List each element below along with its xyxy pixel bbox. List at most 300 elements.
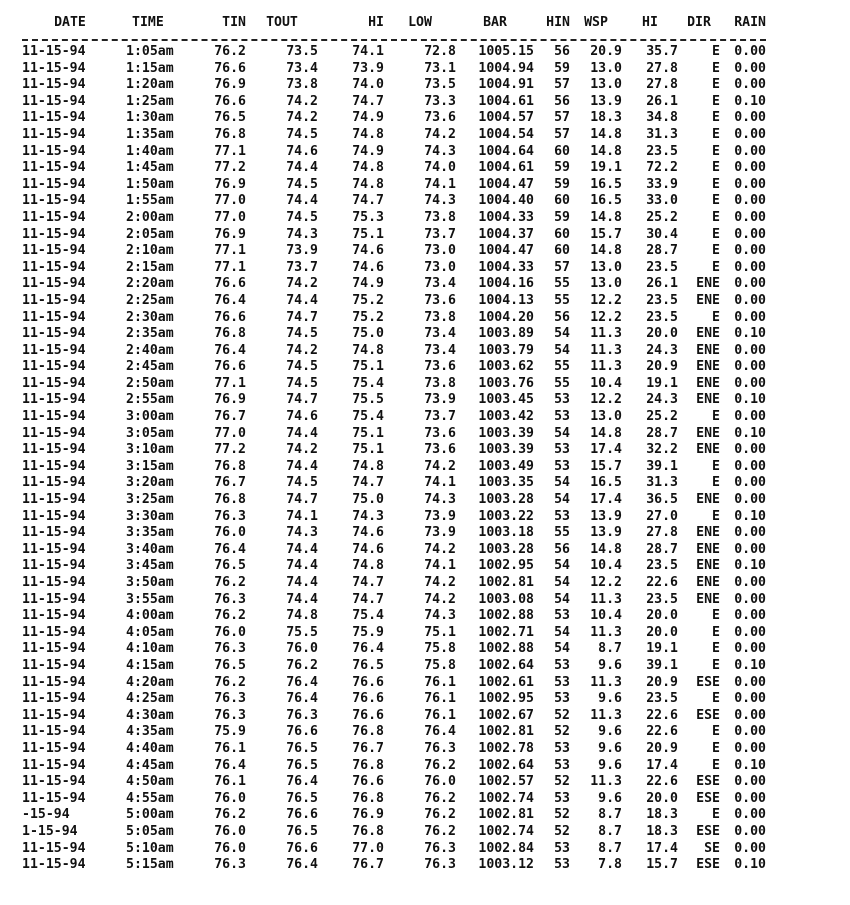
tin-cell: 76.8 (214, 126, 246, 142)
tin-cell: 76.7 (214, 409, 246, 425)
bar-cell: 1004.47 (478, 176, 534, 192)
time-cell: 5:05am (126, 823, 174, 839)
wind-hi-cell: 25.2 (646, 409, 678, 425)
low-cell: 73.6 (424, 359, 456, 375)
tin-cell: 76.0 (214, 823, 246, 839)
tout-cell: 74.5 (286, 375, 318, 391)
low-cell: 76.3 (424, 857, 456, 873)
wsp-cell: 13.0 (590, 409, 622, 425)
low-cell: 74.3 (424, 492, 456, 508)
date-cell: 11-15-94 (22, 740, 86, 756)
hi-cell: 74.3 (352, 508, 384, 524)
time-cell: 4:05am (126, 624, 174, 640)
bar-cell: 1002.71 (478, 624, 534, 640)
hi-cell: 73.9 (352, 60, 384, 76)
table-row (22, 227, 766, 244)
tin-cell: 76.4 (214, 292, 246, 308)
low-cell: 73.1 (424, 60, 456, 76)
low-cell: 76.3 (424, 740, 456, 756)
tout-cell: 74.4 (286, 193, 318, 209)
dir-cell: ESE (696, 823, 720, 839)
hi-cell: 74.7 (352, 591, 384, 607)
tin-cell: 76.5 (214, 558, 246, 574)
hin-cell: 52 (554, 724, 570, 740)
hin-cell: 52 (554, 807, 570, 823)
rain-cell: 0.00 (734, 541, 766, 557)
table-row (22, 675, 766, 692)
tout-cell: 74.6 (286, 409, 318, 425)
rain-cell: 0.00 (734, 674, 766, 690)
tin-cell: 76.3 (214, 591, 246, 607)
wind-hi-cell: 24.3 (646, 392, 678, 408)
wind-hi-cell: 28.7 (646, 541, 678, 557)
date-cell: 11-15-94 (22, 193, 86, 209)
hin-cell: 53 (554, 409, 570, 425)
tout-cell: 73.7 (286, 259, 318, 275)
tout-cell: 74.4 (286, 591, 318, 607)
dir-cell: E (712, 209, 720, 225)
rain-cell: 0.00 (734, 126, 766, 142)
time-cell: 4:25am (126, 691, 174, 707)
wsp-cell: 13.0 (590, 77, 622, 93)
low-cell: 72.8 (424, 44, 456, 59)
hin-cell: 54 (554, 342, 570, 358)
wind-hi-cell: 22.6 (646, 707, 678, 723)
bar-cell: 1003.35 (478, 475, 534, 491)
wind-hi-cell: 27.8 (646, 60, 678, 76)
hin-cell: 54 (554, 492, 570, 508)
table-row (22, 426, 766, 443)
hin-cell: 54 (554, 475, 570, 491)
table-row (22, 376, 766, 393)
hi-cell: 74.8 (352, 558, 384, 574)
hi-cell: 75.2 (352, 309, 384, 325)
wind-hi-cell: 20.0 (646, 608, 678, 624)
dir-cell: E (712, 60, 720, 76)
header-hin: HIN (546, 15, 570, 30)
rain-cell: 0.00 (734, 724, 766, 740)
hi-cell: 76.7 (352, 740, 384, 756)
hi-cell: 75.1 (352, 359, 384, 375)
header-tin: TIN (222, 15, 246, 30)
table-row (22, 741, 766, 758)
tout-cell: 76.3 (286, 707, 318, 723)
tout-cell: 76.5 (286, 740, 318, 756)
wind-hi-cell: 27.0 (646, 508, 678, 524)
wsp-cell: 12.2 (590, 392, 622, 408)
table-row (22, 774, 766, 791)
low-cell: 76.4 (424, 724, 456, 740)
bar-cell: 1004.47 (478, 243, 534, 259)
time-cell: 1:15am (126, 60, 174, 76)
hin-cell: 54 (554, 591, 570, 607)
date-cell: 11-15-94 (22, 93, 86, 109)
bar-cell: 1003.39 (478, 442, 534, 458)
rain-cell: 0.00 (734, 624, 766, 640)
date-cell: 11-15-94 (22, 209, 86, 225)
tin-cell: 76.9 (214, 77, 246, 93)
table-row (22, 409, 766, 426)
dir-cell: E (712, 807, 720, 823)
wsp-cell: 14.8 (590, 209, 622, 225)
hi-cell: 75.4 (352, 608, 384, 624)
rain-cell: 0.00 (734, 790, 766, 806)
table-row (22, 260, 766, 277)
low-cell: 74.2 (424, 126, 456, 142)
wind-hi-cell: 19.1 (646, 641, 678, 657)
bar-cell: 1002.81 (478, 807, 534, 823)
tout-cell: 76.2 (286, 657, 318, 673)
dir-cell: E (712, 641, 720, 657)
wind-hi-cell: 20.9 (646, 674, 678, 690)
wind-hi-cell: 31.3 (646, 126, 678, 142)
rain-cell: 0.00 (734, 209, 766, 225)
rain-cell: 0.10 (734, 508, 766, 524)
wsp-cell: 17.4 (590, 492, 622, 508)
date-cell: 11-15-94 (22, 757, 86, 773)
bar-cell: 1002.95 (478, 691, 534, 707)
bar-cell: 1003.45 (478, 392, 534, 408)
wsp-cell: 8.7 (598, 807, 622, 823)
date-cell: 11-15-94 (22, 657, 86, 673)
tout-cell: 74.2 (286, 93, 318, 109)
time-cell: 2:50am (126, 375, 174, 391)
hin-cell: 53 (554, 790, 570, 806)
rain-cell: 0.00 (734, 110, 766, 126)
tout-cell: 74.4 (286, 558, 318, 574)
bar-cell: 1003.76 (478, 375, 534, 391)
table-row (22, 558, 766, 575)
tin-cell: 77.2 (214, 442, 246, 458)
dir-cell: E (712, 243, 720, 259)
hi-cell: 74.6 (352, 243, 384, 259)
low-cell: 73.4 (424, 326, 456, 342)
wind-hi-cell: 23.5 (646, 691, 678, 707)
hin-cell: 52 (554, 823, 570, 839)
table-row (22, 127, 766, 144)
bar-cell: 1003.42 (478, 409, 534, 425)
dir-cell: E (712, 657, 720, 673)
hi-cell: 76.6 (352, 774, 384, 790)
tout-cell: 76.6 (286, 840, 318, 856)
date-cell: 11-15-94 (22, 176, 86, 192)
wind-hi-cell: 20.0 (646, 624, 678, 640)
hin-cell: 56 (554, 93, 570, 109)
tin-cell: 76.3 (214, 508, 246, 524)
bar-cell: 1003.28 (478, 492, 534, 508)
wsp-cell: 11.3 (590, 359, 622, 375)
bar-cell: 1004.40 (478, 193, 534, 209)
wsp-cell: 12.2 (590, 575, 622, 590)
hin-cell: 55 (554, 292, 570, 308)
bar-cell: 1005.15 (478, 44, 534, 59)
date-cell: 11-15-94 (22, 326, 86, 342)
date-cell: 11-15-94 (22, 292, 86, 308)
rain-cell: 0.00 (734, 226, 766, 242)
tin-cell: 76.6 (214, 276, 246, 292)
date-cell: 11-15-94 (22, 243, 86, 259)
dir-cell: ENE (696, 342, 720, 358)
dashed-divider (22, 34, 766, 44)
tout-cell: 76.5 (286, 823, 318, 839)
date-cell: 11-15-94 (22, 44, 86, 59)
wind-hi-cell: 26.1 (646, 93, 678, 109)
low-cell: 74.2 (424, 541, 456, 557)
wind-hi-cell: 17.4 (646, 840, 678, 856)
low-cell: 74.2 (424, 575, 456, 590)
date-cell: 11-15-94 (22, 309, 86, 325)
low-cell: 74.1 (424, 558, 456, 574)
table-row (22, 310, 766, 327)
dir-cell: E (712, 757, 720, 773)
hi-cell: 74.7 (352, 475, 384, 491)
time-cell: 1:05am (126, 44, 174, 59)
dir-cell: E (712, 740, 720, 756)
hin-cell: 57 (554, 110, 570, 126)
date-cell: 11-15-94 (22, 724, 86, 740)
date-cell: 11-15-94 (22, 276, 86, 292)
dir-cell: ENE (696, 492, 720, 508)
rain-cell: 0.00 (734, 442, 766, 458)
header-hi: HI (368, 15, 384, 30)
header-tout: TOUT (266, 15, 298, 30)
low-cell: 74.2 (424, 591, 456, 607)
tin-cell: 76.8 (214, 458, 246, 474)
rain-cell: 0.00 (734, 292, 766, 308)
wsp-cell: 16.5 (590, 193, 622, 209)
low-cell: 76.0 (424, 774, 456, 790)
header-low: LOW (408, 15, 432, 30)
date-cell: 11-15-94 (22, 442, 86, 458)
dir-cell: E (712, 259, 720, 275)
hi-cell: 74.7 (352, 93, 384, 109)
bar-cell: 1003.89 (478, 326, 534, 342)
wsp-cell: 11.3 (590, 624, 622, 640)
time-cell: 2:20am (126, 276, 174, 292)
low-cell: 73.6 (424, 442, 456, 458)
bar-cell: 1003.62 (478, 359, 534, 375)
time-cell: 4:00am (126, 608, 174, 624)
time-cell: 2:10am (126, 243, 174, 259)
table-row (22, 575, 766, 592)
time-cell: 4:45am (126, 757, 174, 773)
header-wind-hi: HI (642, 15, 658, 30)
wind-hi-cell: 32.2 (646, 442, 678, 458)
wind-hi-cell: 25.2 (646, 209, 678, 225)
hi-cell: 76.6 (352, 674, 384, 690)
hi-cell: 76.8 (352, 724, 384, 740)
wind-hi-cell: 20.9 (646, 359, 678, 375)
hi-cell: 74.8 (352, 160, 384, 176)
tin-cell: 76.6 (214, 60, 246, 76)
hi-cell: 77.0 (352, 840, 384, 856)
date-cell: 11-15-94 (22, 342, 86, 358)
rain-cell: 0.00 (734, 525, 766, 541)
rain-cell: 0.00 (734, 458, 766, 474)
bar-cell: 1004.16 (478, 276, 534, 292)
hin-cell: 59 (554, 160, 570, 176)
bar-cell: 1004.64 (478, 143, 534, 159)
bar-cell: 1002.74 (478, 790, 534, 806)
tin-cell: 76.8 (214, 492, 246, 508)
wind-hi-cell: 33.0 (646, 193, 678, 209)
wsp-cell: 12.2 (590, 309, 622, 325)
time-cell: 3:25am (126, 492, 174, 508)
table-row (22, 326, 766, 343)
wsp-cell: 13.9 (590, 93, 622, 109)
date-cell: 11-15-94 (22, 575, 86, 590)
tout-cell: 74.7 (286, 309, 318, 325)
dir-cell: ENE (696, 292, 720, 308)
rain-cell: 0.00 (734, 143, 766, 159)
dir-cell: E (712, 143, 720, 159)
wsp-cell: 9.6 (598, 790, 622, 806)
header-dir: DIR (687, 15, 711, 30)
hin-cell: 53 (554, 392, 570, 408)
wind-hi-cell: 33.9 (646, 176, 678, 192)
tout-cell: 74.5 (286, 126, 318, 142)
low-cell: 73.9 (424, 392, 456, 408)
bar-cell: 1002.67 (478, 707, 534, 723)
tout-cell: 74.4 (286, 292, 318, 308)
hin-cell: 55 (554, 525, 570, 541)
table-row (22, 758, 766, 775)
hin-cell: 59 (554, 60, 570, 76)
low-cell: 76.1 (424, 674, 456, 690)
table-row (22, 824, 766, 841)
low-cell: 73.3 (424, 93, 456, 109)
tout-cell: 74.2 (286, 342, 318, 358)
date-cell: 11-15-94 (22, 375, 86, 391)
table-row (22, 691, 766, 708)
low-cell: 76.3 (424, 840, 456, 856)
tin-cell: 76.6 (214, 309, 246, 325)
time-cell: 3:40am (126, 541, 174, 557)
hin-cell: 60 (554, 143, 570, 159)
rain-cell: 0.00 (734, 575, 766, 590)
rain-cell: 0.00 (734, 44, 766, 59)
low-cell: 73.6 (424, 425, 456, 441)
table-row (22, 509, 766, 526)
table-row (22, 144, 766, 161)
dir-cell: E (712, 508, 720, 524)
time-cell: 2:55am (126, 392, 174, 408)
bar-cell: 1002.88 (478, 641, 534, 657)
hin-cell: 55 (554, 359, 570, 375)
hin-cell: 59 (554, 209, 570, 225)
bar-cell: 1004.91 (478, 77, 534, 93)
dir-cell: E (712, 226, 720, 242)
tin-cell: 76.5 (214, 110, 246, 126)
rain-cell: 0.00 (734, 309, 766, 325)
table-row (22, 608, 766, 625)
rain-cell: 0.00 (734, 840, 766, 856)
bar-cell: 1002.81 (478, 575, 534, 590)
low-cell: 75.8 (424, 641, 456, 657)
rain-cell: 0.00 (734, 259, 766, 275)
hin-cell: 57 (554, 259, 570, 275)
dir-cell: E (712, 176, 720, 192)
hin-cell: 59 (554, 176, 570, 192)
hin-cell: 52 (554, 707, 570, 723)
low-cell: 73.5 (424, 77, 456, 93)
tout-cell: 76.4 (286, 857, 318, 873)
bar-cell: 1003.28 (478, 541, 534, 557)
hi-cell: 75.4 (352, 409, 384, 425)
tin-cell: 76.2 (214, 575, 246, 590)
wind-hi-cell: 20.0 (646, 326, 678, 342)
low-cell: 73.0 (424, 243, 456, 259)
dir-cell: E (712, 608, 720, 624)
time-cell: 5:00am (126, 807, 174, 823)
date-cell: 11-15-94 (22, 525, 86, 541)
table-row (22, 492, 766, 509)
wsp-cell: 13.9 (590, 508, 622, 524)
rain-cell: 0.00 (734, 77, 766, 93)
bar-cell: 1004.61 (478, 160, 534, 176)
wind-hi-cell: 31.3 (646, 475, 678, 491)
tout-cell: 74.4 (286, 425, 318, 441)
time-cell: 4:30am (126, 707, 174, 723)
time-cell: 2:15am (126, 259, 174, 275)
wsp-cell: 9.6 (598, 757, 622, 773)
table-row (22, 475, 766, 492)
dir-cell: ENE (696, 442, 720, 458)
header-divider-row (22, 34, 766, 44)
hin-cell: 55 (554, 276, 570, 292)
date-cell: 11-15-94 (22, 60, 86, 76)
low-cell: 73.8 (424, 209, 456, 225)
date-cell: 11-15-94 (22, 707, 86, 723)
wsp-cell: 7.8 (598, 857, 622, 873)
wind-hi-cell: 23.5 (646, 259, 678, 275)
time-cell: 3:00am (126, 409, 174, 425)
weather-log-table (22, 12, 766, 874)
date-cell: 11-15-94 (22, 492, 86, 508)
date-cell: 11-15-94 (22, 774, 86, 790)
time-cell: 1:25am (126, 93, 174, 109)
tin-cell: 76.6 (214, 359, 246, 375)
rain-cell: 0.10 (734, 857, 766, 873)
tout-cell: 76.4 (286, 691, 318, 707)
bar-cell: 1004.54 (478, 126, 534, 142)
hi-cell: 74.6 (352, 259, 384, 275)
tin-cell: 77.1 (214, 259, 246, 275)
wsp-cell: 13.0 (590, 259, 622, 275)
tin-cell: 76.3 (214, 857, 246, 873)
table-row (22, 343, 766, 360)
table-row (22, 177, 766, 194)
bar-cell: 1004.61 (478, 93, 534, 109)
tout-cell: 76.4 (286, 774, 318, 790)
time-cell: 1:50am (126, 176, 174, 192)
wind-hi-cell: 23.5 (646, 558, 678, 574)
date-cell: 11-15-94 (22, 857, 86, 873)
time-cell: 5:10am (126, 840, 174, 856)
wsp-cell: 17.4 (590, 442, 622, 458)
header-row (22, 12, 766, 34)
hin-cell: 52 (554, 774, 570, 790)
table-row (22, 160, 766, 177)
hi-cell: 76.6 (352, 707, 384, 723)
time-cell: 2:40am (126, 342, 174, 358)
hin-cell: 53 (554, 657, 570, 673)
tin-cell: 77.1 (214, 375, 246, 391)
wsp-cell: 20.9 (590, 44, 622, 59)
low-cell: 73.4 (424, 276, 456, 292)
date-cell: 11-15-94 (22, 541, 86, 557)
low-cell: 73.7 (424, 226, 456, 242)
